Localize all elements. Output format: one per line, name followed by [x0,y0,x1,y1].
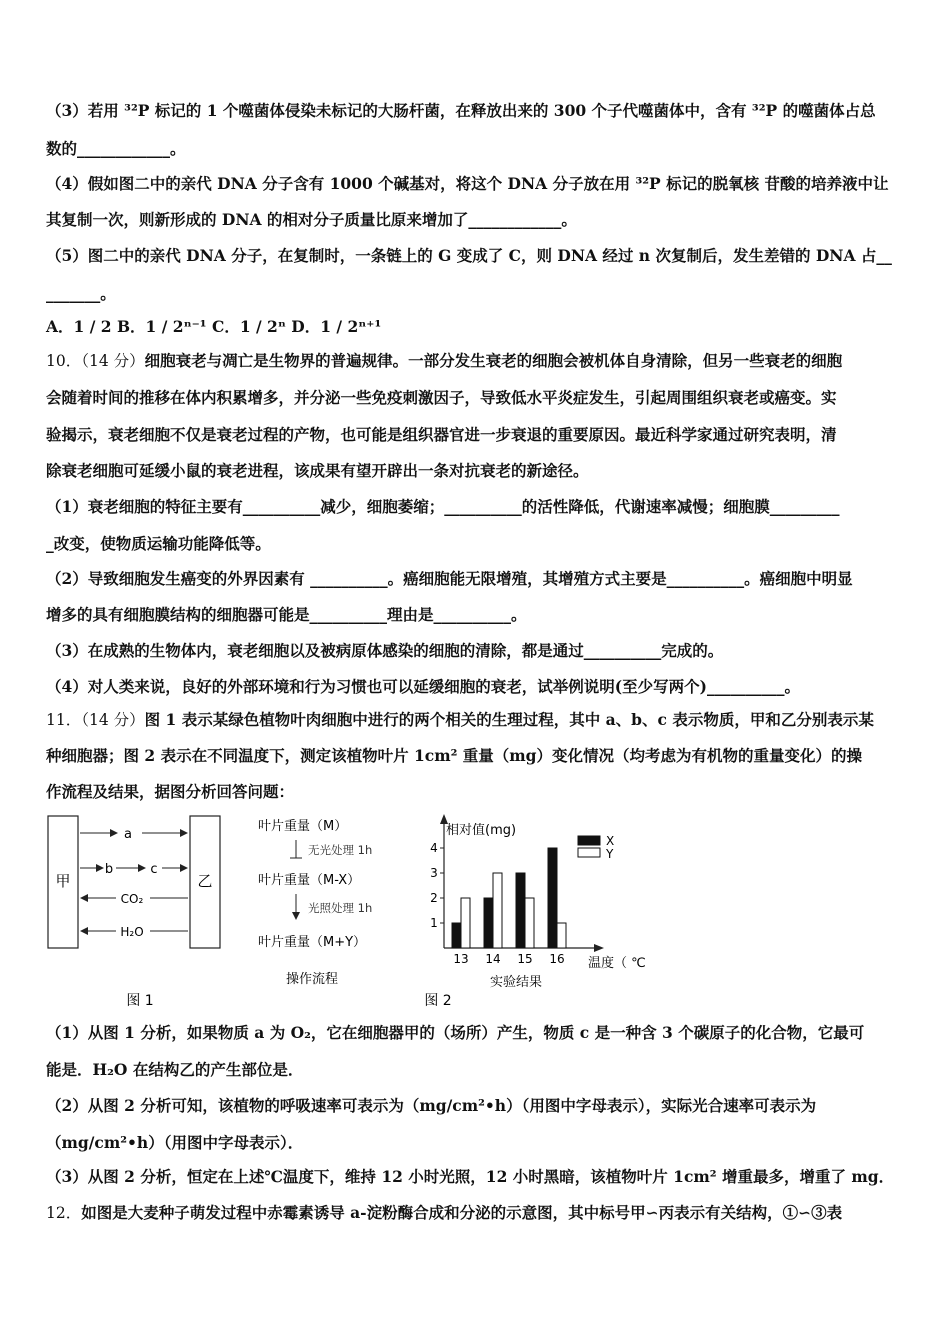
q10-line1 [46,350,842,372]
flow-process1: 无光处理 1h [308,843,373,857]
q9-part5-line2: _______。 [46,284,116,303]
q9-part3-line2: 数的____________。 [46,139,186,158]
x-axis-arrow [594,944,604,952]
q11-line1 [46,709,874,731]
flow-process2: 光照处理 1h [308,901,373,915]
flow-step1: 叶片重量（M） [258,819,348,834]
bar-x-13 [452,923,461,948]
q9-part4-line1: （4）假如图二中的亲代 DNA 分子含有 1000 个碱基对，将这个 DNA 分子放在用 ³²P 标记的脱氧核 苷酸的培养液中让 [46,174,889,193]
q11-sub1-line2: 能是．H₂O 在结构乙的产生部位是． [46,1060,304,1079]
q10-line2: 会随着时间的推移在体内积累增多，并分泌一些免疫刺激因子，导致低水平炎症发生，引起周围组织衰老或癌变。实 [46,388,837,407]
bar-y-15 [525,898,534,948]
figure-2-caption: 图 2 [424,993,452,1009]
co2-label: CO₂ [120,892,144,906]
q11-sub2-line2: （mg/cm²•h）（用图中字母表示）． [46,1133,304,1152]
substance-c-label: c [150,862,158,877]
result-bar-chart [424,814,645,1009]
flow-step2: 叶片重量（M-X） [258,873,361,888]
figure-1-caption: 图 1 [126,993,154,1009]
bar-x-16 [548,848,557,948]
q9-part5-line1: （5）图二中的亲代 DNA 分子，在复制时，一条链上的 G 变成了 C，则 DNA 经过 n 次复制后，发生差错的 DNA 占__ [46,246,892,265]
q10-line3: 验揭示，衰老细胞不仅是衰老过程的产物，也可能是组织器官进一步衰退的重要原因。最近科学家通过研究表明，清 [46,425,837,444]
x-tick-label: 14 [485,952,501,966]
operation-flow [258,818,372,987]
y-tick-label: 3 [430,866,438,880]
q11-number: 11．（14 分） [46,711,145,729]
q12-text1: 如图是大麦种子萌发过程中赤霉素诱导 a-淀粉酶合成和分泌的示意图，其中标号甲∽丙表示有关结构，①∽③表 [81,1203,843,1222]
q10-text1: 细胞衰老与凋亡是生物界的普遍规律。一部分发生衰老的细胞会被机体自身清除，但另一些衰老的细胞 [144,351,843,370]
y-tick-label: 1 [430,916,438,930]
q11-sub1-line1: （1）从图 1 分析，如果物质 a 为 O₂，它在细胞器甲的（场所）产生，物质 c 是一种含 3 个碳原子的化合物，它最可 [46,1023,865,1042]
legend-y-swatch [578,848,600,857]
flow-step3: 叶片重量（M+Y） [258,935,367,950]
organelle-yi-label: 乙 [197,872,213,890]
x-tick-label: 16 [549,952,565,966]
q9-part4-line2: 其复制一次，则新形成的 DNA 的相对分子质量比原来增加了____________。 [46,210,577,229]
organelle-jia-label: 甲 [55,872,71,890]
flow-caption: 操作流程 [285,972,339,987]
q12-number: 12． [46,1204,82,1222]
bar-y-16 [557,923,566,948]
q10-sub2-line2: 增多的具有细胞膜结构的细胞器可能是__________理由是__________。 [46,605,527,624]
q10-sub4: （4）对人类来说，良好的外部环境和行为习惯也可以延缓细胞的衰老，试举例说明(至少写两个)__________。 [46,677,800,696]
q9-part3-line1: （3）若用 ³²P 标记的 1 个噬菌体侵染未标记的大肠杆菌，在释放出来的 300 个子代噬菌体中，含有 ³²P 的噬菌体占总 [46,101,876,120]
bar-x-15 [516,873,525,948]
chart-y-label: 相对值(mg) [446,823,517,838]
q10-number: 10．（14 分） [46,352,145,370]
q11-text1: 图 1 表示某绿色植物叶肉细胞中进行的两个相关的生理过程，其中 a、b、c 表示物质，甲和乙分别表示某 [144,710,874,729]
q10-sub2-line1: （2）导致细胞发生癌变的外界因素有 __________。癌细胞能无限增殖，其增殖方式主要是__________。癌细胞中明显 [46,569,853,588]
y-tick-label: 4 [430,841,438,855]
h2o-label: H₂O [120,925,144,939]
x-tick-label: 13 [453,952,469,966]
chart-sub-caption: 实验结果 [489,975,543,990]
q11-sub3: （3）从图 2 分析，恒定在上述℃温度下，维持 12 小时光照，12 小时黑暗，该植物叶片 1cm² 增重最多，增重了 mg． [46,1167,895,1186]
bar-y-13 [461,898,470,948]
q10-sub1-line1: （1）衰老细胞的特征主要有__________减少，细胞萎缩；__________的活性降低，代谢速率减慢；细胞膜_________ [46,497,840,516]
q11-line3: 作流程及结果，据图分析回答问题： [46,782,295,801]
bar-y-14 [493,873,502,948]
legend-x-label: X [606,834,615,848]
q10-sub1-line2: _改变，使物质运输功能降低等。 [46,534,271,553]
figure-area [46,808,926,1020]
q10-line4: 除衰老细胞可延缓小鼠的衰老进程，该成果有望开辟出一条对抗衰老的新途径。 [46,461,589,480]
legend-y-label: Y [606,847,614,861]
substance-a-label: a [124,827,132,842]
figure-1 [48,816,220,1009]
legend-x-swatch [578,836,600,845]
bar-x-14 [484,898,493,948]
q11-line2: 种细胞器；图 2 表示在不同温度下，测定该植物叶片 1cm² 重量（mg）变化情况（均考虑为有机物的重量变化）的操 [46,746,863,765]
q9-options: A．1 / 2 B．1 / 2ⁿ⁻¹ C．1 / 2ⁿ D．1 / 2ⁿ⁺¹ [46,317,382,336]
q11-sub2-line1: （2）从图 2 分析可知，该植物的呼吸速率可表示为（mg/cm²•h）（用图中字母表示），实际光合速率可表示为 [46,1096,817,1115]
q12-line1 [46,1202,842,1224]
q10-sub3: （3）在成熟的生物体内，衰老细胞以及被病原体感染的细胞的清除，都是通过__________完成的。 [46,641,724,660]
chart-x-label: 温度（ ℃ [588,956,646,971]
y-tick-label: 2 [430,891,438,905]
x-tick-label: 15 [517,952,533,966]
substance-b-label: b [104,862,114,877]
